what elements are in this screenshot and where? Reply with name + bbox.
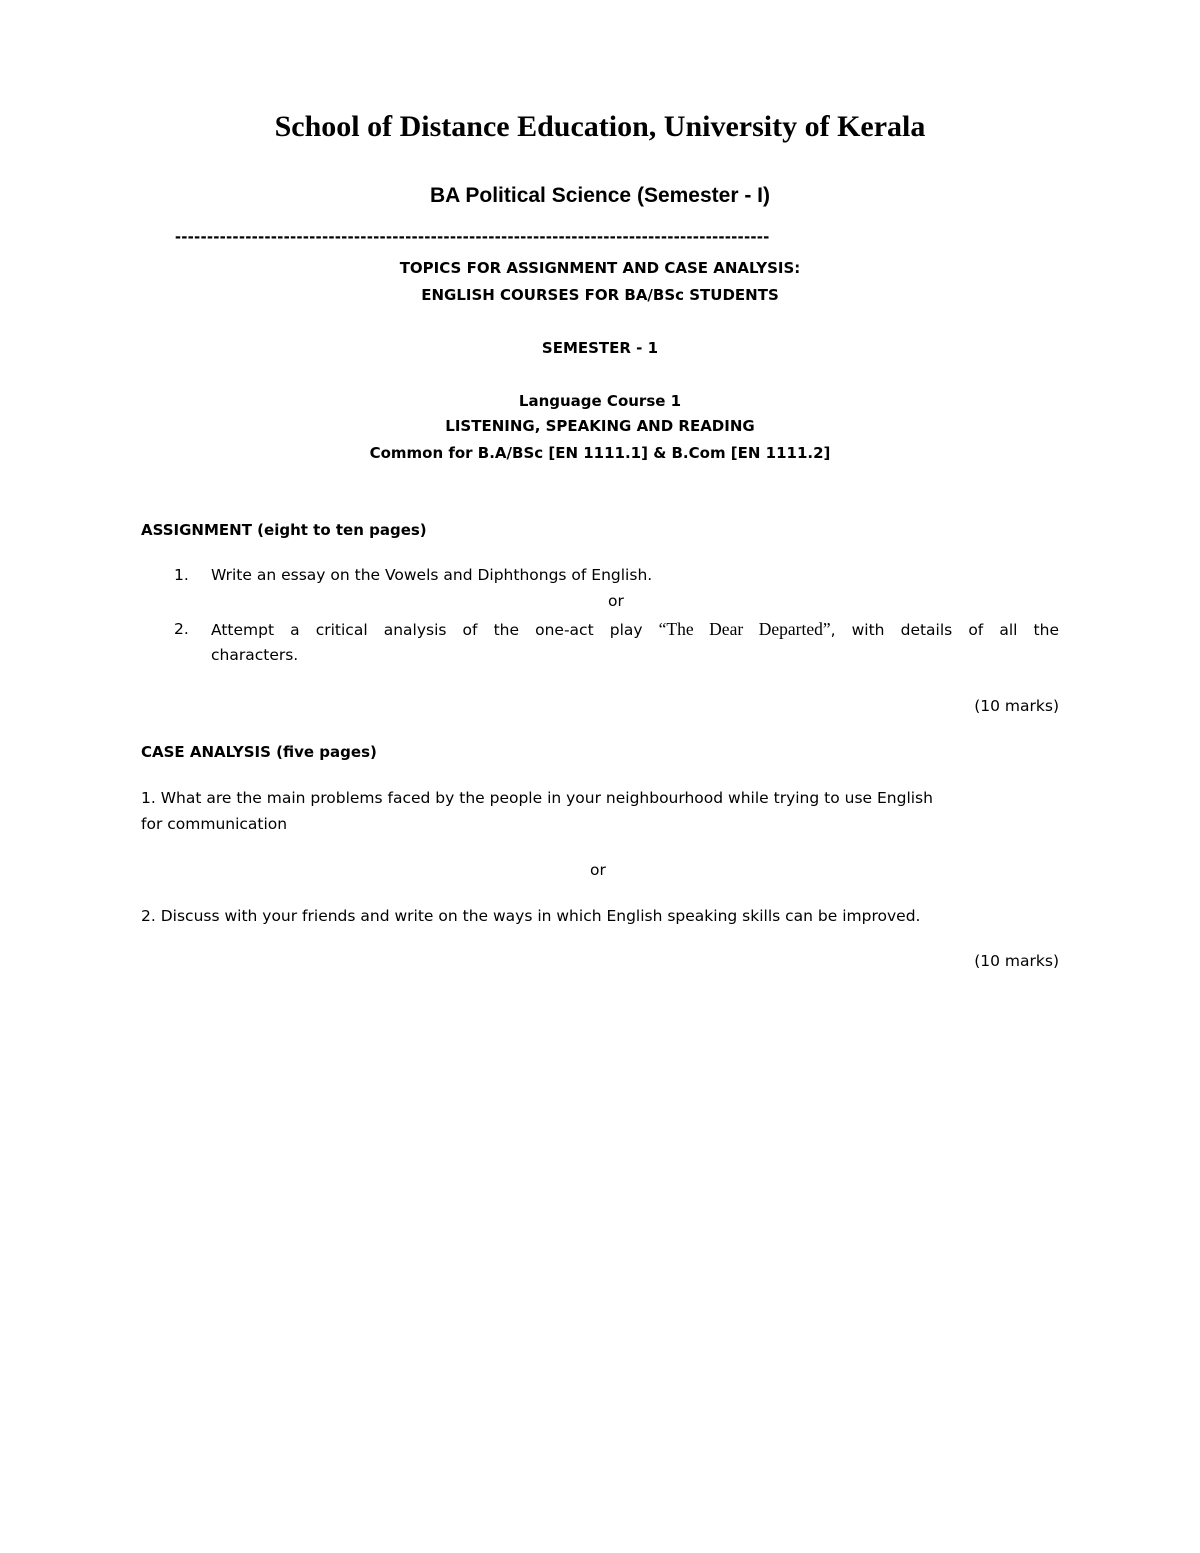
case-question-1-text: What are the main problems faced by the people in your neighbourhood while trying to use English bbox=[155, 789, 933, 807]
assignment-item-2-play-title: “The Dear Departed” bbox=[658, 619, 831, 639]
case-question-1-line2: for communication bbox=[141, 815, 288, 833]
document-title: School of Distance Education, University of Kerala bbox=[274, 110, 926, 143]
assignment-or: or bbox=[608, 592, 624, 610]
case-question-2-text: Discuss with your friends and write on the ways in which English speaking skills can be improved. bbox=[155, 907, 921, 925]
case-question-2 bbox=[141, 907, 920, 925]
assignment-item-2-text-b: , with details of all the bbox=[830, 621, 1059, 639]
case-analysis-heading: CASE ANALYSIS (five pages) bbox=[141, 743, 377, 761]
document-subtitle: BA Political Science (Semester - I) bbox=[429, 184, 770, 207]
assignment-item-2-line1 bbox=[211, 616, 1059, 644]
semester-label: SEMESTER - 1 bbox=[541, 339, 659, 357]
topics-heading-line2: ENGLISH COURSES FOR BA/BSc STUDENTS bbox=[421, 286, 779, 304]
case-question-2-number: 2. bbox=[141, 907, 156, 925]
assignment-marks: (10 marks) bbox=[974, 697, 1059, 715]
assignment-item-1-number: 1. bbox=[174, 566, 189, 584]
case-analysis-marks: (10 marks) bbox=[974, 952, 1059, 970]
assignment-item-2-line2: characters. bbox=[211, 646, 299, 664]
course-label: Language Course 1 bbox=[518, 392, 682, 410]
assignment-item-2-text-a: Attempt a critical analysis of the one-act play bbox=[211, 621, 659, 639]
assignment-heading: ASSIGNMENT (eight to ten pages) bbox=[141, 521, 427, 539]
case-question-1-line1 bbox=[141, 789, 933, 807]
topics-heading-line1: TOPICS FOR ASSIGNMENT AND CASE ANALYSIS: bbox=[399, 259, 801, 277]
course-title: LISTENING, SPEAKING AND READING bbox=[445, 417, 755, 435]
case-question-1-number: 1. bbox=[141, 789, 156, 807]
assignment-item-2-number: 2. bbox=[174, 620, 189, 638]
course-common-note: Common for B.A/BSc [EN 1111.1] & B.Com [EN 1111.2] bbox=[369, 444, 831, 462]
case-or: or bbox=[590, 861, 606, 879]
assignment-item-1-text: Write an essay on the Vowels and Diphthongs of English. bbox=[211, 566, 653, 584]
divider-line: --------------------------------------------------------------------------------------------- bbox=[175, 226, 770, 246]
